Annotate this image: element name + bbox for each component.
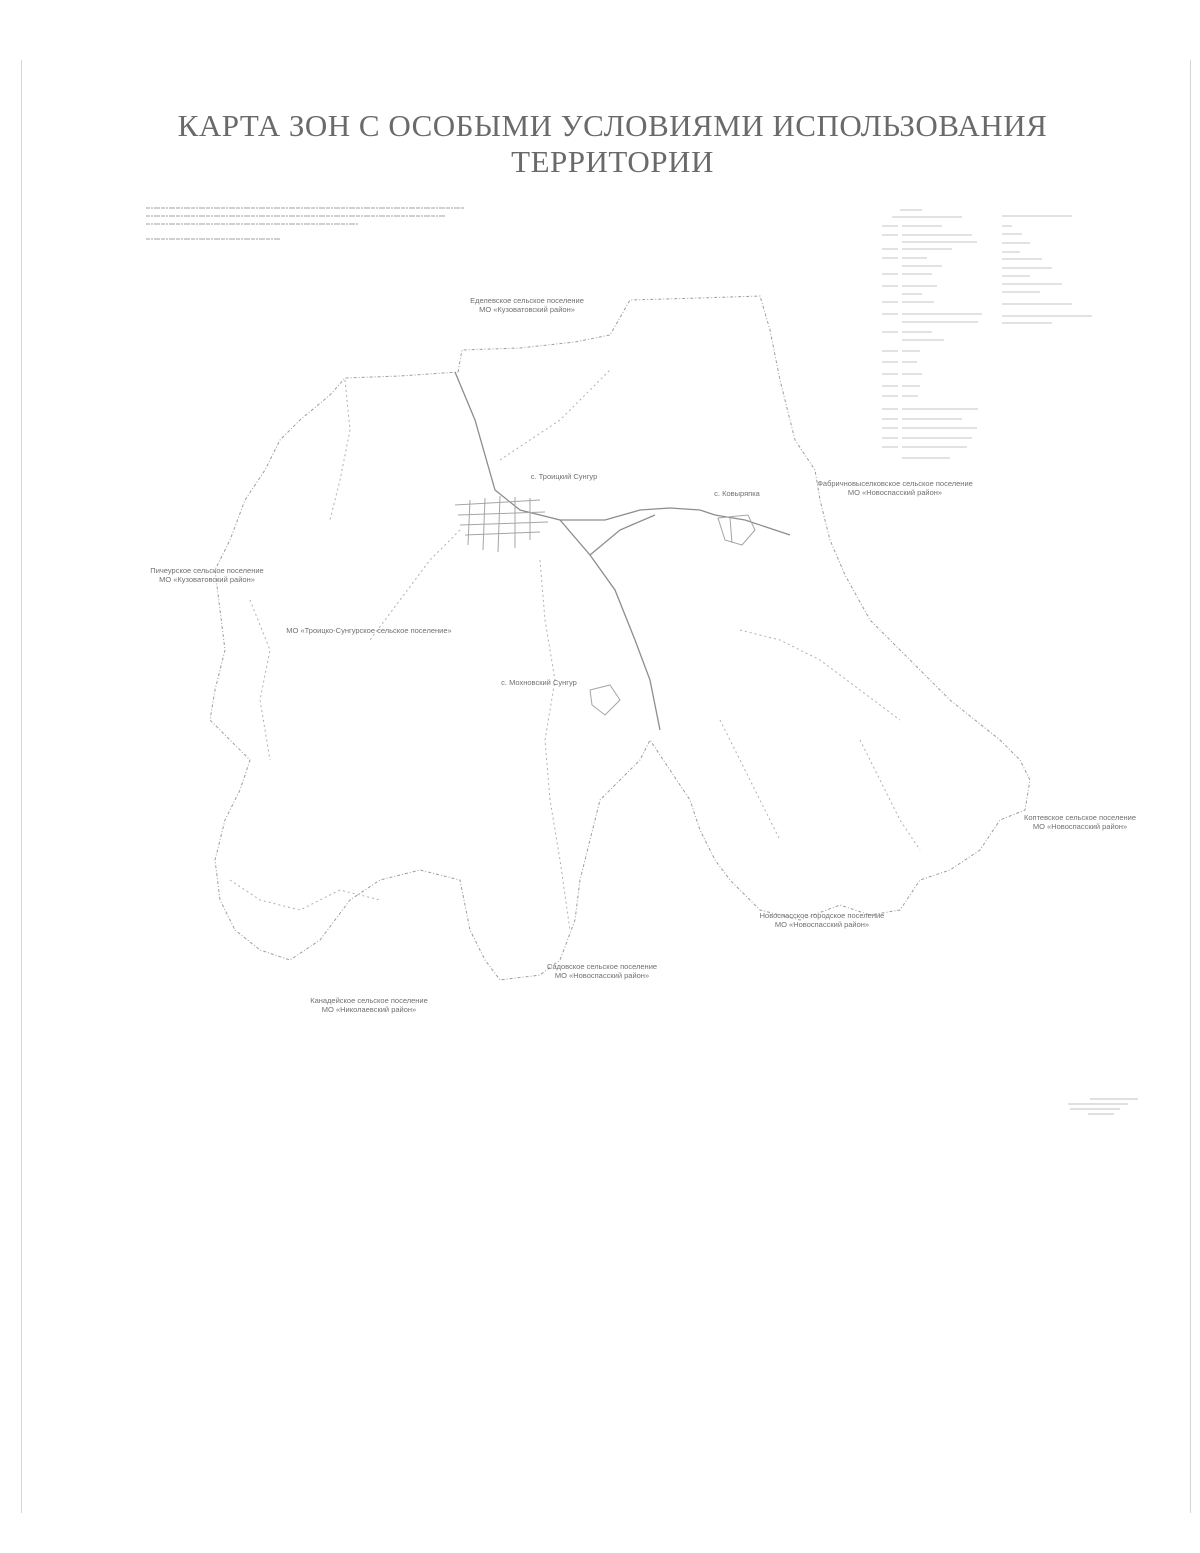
village-grid-kovyakovka xyxy=(718,515,755,545)
label-neighbor-southwest xyxy=(310,996,428,1014)
ravine-west xyxy=(250,600,270,760)
label-neighbor-southeast xyxy=(1024,813,1136,831)
label-neighbor-southwest-line2: МО «Николаевский район» xyxy=(321,1005,417,1014)
label-district-main: МО «Троицко-Сунгурское сельское поселение» xyxy=(286,626,452,635)
stream-west xyxy=(370,530,460,640)
label-settlement-kovyakovka: с. Ковыряпка xyxy=(714,489,760,498)
map-title-line1: КАРТА ЗОН С ОСОБЫМИ УСЛОВИЯМИ ИСПОЛЬЗОВАНИЯ xyxy=(177,108,1048,143)
label-neighbor-east-line1: Фабричновыселковское сельское поселение xyxy=(817,479,973,488)
label-neighbor-southeast-line1: Коптевское сельское поселение xyxy=(1023,813,1137,822)
map-title-line2: ТЕРРИТОРИИ xyxy=(511,144,714,179)
label-neighbor-north-line2: МО «Кузоватовский район» xyxy=(479,305,575,314)
label-neighbor-west-line2: МО «Кузоватовский район» xyxy=(159,575,255,584)
ravine-south xyxy=(540,560,570,930)
label-neighbor-west-line1: Пичеурское сельское поселение xyxy=(150,566,264,575)
label-neighbor-south-line2: МО «Новоспасский район» xyxy=(554,971,650,980)
label-neighbor-south xyxy=(547,962,657,980)
village-grid-troitsky xyxy=(455,496,548,552)
label-neighbor-south-mid-line1: Новоспасское городское поселение xyxy=(759,911,885,920)
label-neighbor-north-line1: Еделевское сельское поселение xyxy=(470,296,584,305)
label-settlement-troitsky: с. Троицкий Сунгур xyxy=(530,472,598,481)
label-neighbor-south-mid xyxy=(760,911,885,929)
main-road xyxy=(455,372,660,730)
label-neighbor-east-line2: МО «Новоспасский район» xyxy=(847,488,943,497)
road-east xyxy=(560,508,715,520)
label-neighbor-southwest-line1: Канадейское сельское поселение xyxy=(310,996,428,1005)
label-neighbor-north xyxy=(470,296,584,314)
label-neighbor-west xyxy=(150,566,263,584)
ravine-southeast xyxy=(740,630,900,720)
road-east-2 xyxy=(590,515,655,555)
label-neighbor-south-line1: Садовское сельское поселение xyxy=(546,962,658,971)
label-neighbor-southeast-line2: МО «Новоспасский район» xyxy=(1032,822,1128,831)
ravine-east xyxy=(720,720,780,840)
label-neighbor-south-mid-line2: МО «Новоспасский район» xyxy=(774,920,870,929)
village-grid-mokhovoy xyxy=(590,685,620,715)
territory-boundary xyxy=(210,296,1030,980)
stream-west-2 xyxy=(330,380,350,520)
ravine-east-2 xyxy=(860,740,920,850)
ravine-sw xyxy=(230,880,380,910)
stamp-block xyxy=(1068,1096,1140,1120)
stream-north xyxy=(500,370,610,460)
label-neighbor-east xyxy=(817,479,973,497)
label-settlement-mokhovoy: с. Мохновский Сунгур xyxy=(501,678,577,687)
